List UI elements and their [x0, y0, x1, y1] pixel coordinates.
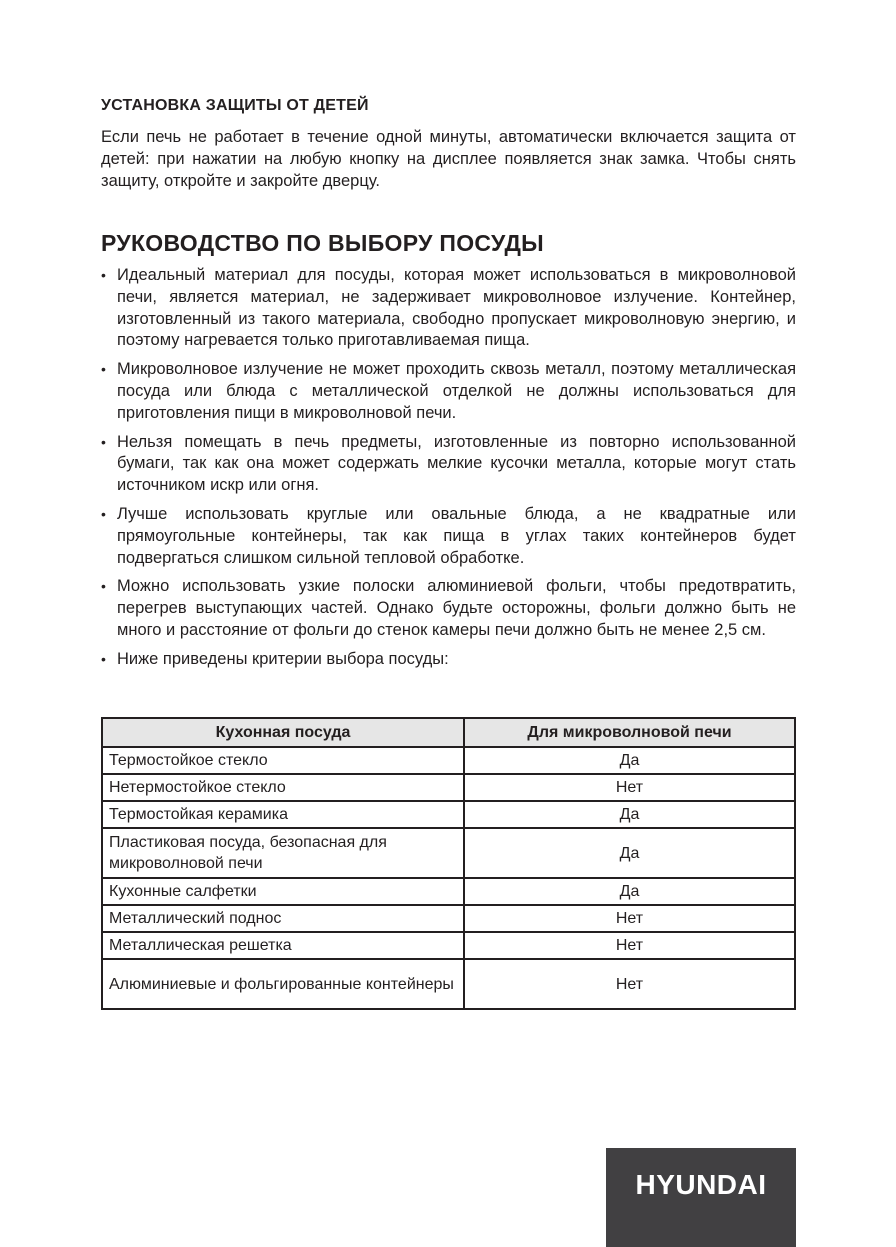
cookware-cell: Нетермостойкое стекло [102, 774, 464, 801]
table-row [102, 801, 795, 828]
table-row [102, 747, 795, 774]
table-row [102, 905, 795, 932]
child-lock-text: Если печь не работает в течение одной минуты, автоматически включается защита от детей: при нажатии на любую кнопку на дисплее появляется знак замка. Чтобы снять защиту, откройте и закройте дверцу. [101, 128, 796, 190]
cookware-cell: Пластиковая посуда, безопасная для микроволновой печи [102, 828, 464, 878]
bullet-text: Можно использовать узкие полоски алюминиевой фольги, чтобы предотвратить, перегрев выступающих частей. Однако будьте осторожны, фольги должно быть не много и расстояние от фольги до стенок камеры печи должно быть не менее 2,5 см. [117, 577, 796, 639]
table-row [102, 828, 795, 878]
table-header-row [102, 718, 795, 747]
table-row [102, 774, 795, 801]
microwave-safe-cell: Да [464, 828, 795, 878]
table-row [102, 932, 795, 959]
table-row [102, 878, 795, 905]
cookware-cell: Термостойкая керамика [102, 801, 464, 828]
microwave-safe-cell: Нет [464, 774, 795, 801]
bullet-text: Нельзя помещать в печь предметы, изготовленные из повторно использованной бумаги, так как она может содержать мелкие кусочки металла, которые могут стать источником искр или огня. [117, 432, 796, 495]
cookware-cell: Металлическая решетка [102, 932, 464, 959]
bullet-icon: • [101, 650, 106, 667]
cookware-cell: Кухонные салфетки [102, 878, 464, 905]
cookware-table [101, 717, 796, 1010]
bullet-icon: • [101, 578, 106, 595]
list-item [101, 649, 796, 671]
cookware-bullet-list [101, 265, 796, 678]
microwave-safe-cell: Да [464, 878, 795, 905]
hyundai-logo: HYUNDAI [606, 1148, 796, 1247]
microwave-safe-cell: Нет [464, 959, 795, 1009]
cookware-cell: Термостойкое стекло [102, 747, 464, 774]
microwave-safe-cell: Да [464, 747, 795, 774]
microwave-safe-cell: Нет [464, 905, 795, 932]
cookware-guide-heading: РУКОВОДСТВО ПО ВЫБОРУ ПОСУДЫ [101, 230, 544, 256]
microwave-safe-cell: Нет [464, 932, 795, 959]
table-row [102, 959, 795, 1009]
microwave-safe-cell: Да [464, 801, 795, 828]
column-header-microwave: Для микроволновой печи [464, 718, 795, 747]
bullet-text: Ниже приведены критерии выбора посуды: [117, 649, 449, 668]
list-item [101, 576, 796, 641]
child-lock-heading: УСТАНОВКА ЗАЩИТЫ ОТ ДЕТЕЙ [101, 97, 369, 114]
cookware-cell: Металлический поднос [102, 905, 464, 932]
list-item [101, 359, 796, 424]
bullet-text: Идеальный материал для посуды, которая может использоваться в микроволновой печи, является материал, не задерживает микроволновое излучение. Контейнер, изготовленный из такого материала, свободно пропускает микроволновую энергию, и поэтому нагревается только приготавливаемая пища. [117, 266, 796, 350]
bullet-icon: • [101, 505, 106, 522]
list-item [101, 265, 796, 352]
cookware-table-container [101, 717, 796, 1010]
cookware-cell: Алюминиевые и фольгированные контейнеры [102, 959, 464, 1009]
bullet-icon: • [101, 361, 106, 378]
bullet-icon: • [101, 267, 106, 283]
column-header-cookware: Кухонная посуда [102, 718, 464, 747]
bullet-icon: • [101, 433, 106, 450]
list-item [101, 432, 796, 497]
bullet-text: Микроволновое излучение не может проходить сквозь металл, поэтому металлическая посуда или блюда с металлической отделкой не должны использоваться для приготовления пищи в микроволновой печи. [117, 360, 796, 422]
list-item [101, 504, 796, 569]
bullet-text: Лучше использовать круглые или овальные блюда, а не квадратные или прямоугольные контейнеры, так как пища в углах таких контейнеров будет подвергаться слишком сильной тепловой обработке. [117, 504, 796, 567]
